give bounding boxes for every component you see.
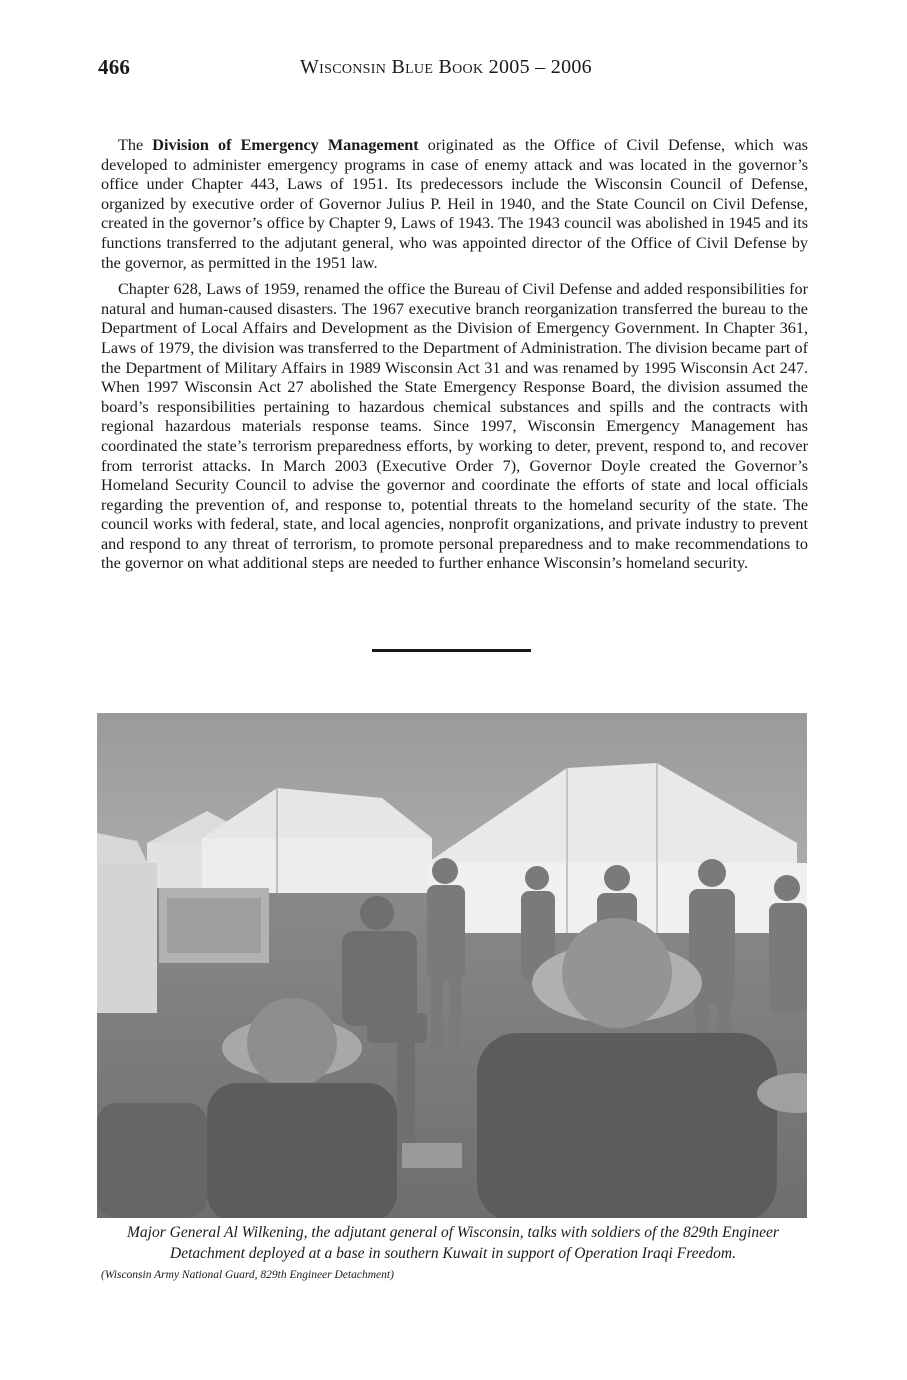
paragraph-1-lead: The xyxy=(118,136,153,154)
photo-soldiers-tents xyxy=(97,713,807,1218)
photo-caption: Major General Al Wilkening, the adjutant general of Wisconsin, talks with soldiers of the 829th Engineer Detachment deployed at a base in southern Kuwait in support of Operation Iraqi Freedom. xyxy=(127,1224,779,1262)
section-divider xyxy=(372,649,531,652)
paragraph-1-text: originated as the Office of Civil Defense, which was developed to administer emergency programs in case of enemy attack and was located in the governor’s office under Chapter 443, Laws of 1951. Its predecessors include the Wisconsin Council of Defense, organized by executive order of Governor Julius P. Heil in 1940, and the State Council on Civil Defense, created in the governor’s office by Chapter 9, Laws of 1943. The 1943 council was abolished in 1945 and its functions transferred to the adjutant general, who was appointed director of the Office of Civil Defense by the governor, as permitted in the 1951 law. xyxy=(101,136,808,272)
paragraph-1 xyxy=(101,136,808,273)
paragraph-2: Chapter 628, Laws of 1959, renamed the office the Bureau of Civil Defense and added responsibilities for natural and human-caused disasters. The 1967 executive branch reorganization transferred the bureau to the Department of Local Affairs and Development as the Division of Emergency Government. In Chapter 361, Laws of 1979, the division was transferred to the Department of Administration. The division became part of the Department of Military Affairs in 1989 Wisconsin Act 31 and was renamed by 1995 Wisconsin Act 247. When 1997 Wisconsin Act 27 abolished the State Emergency Response Board, the division assumed the board’s responsibilities pertaining to hazardous chemical substances and spills and the contracts with regional hazardous materials response teams. Since 1997, Wisconsin Emergency Management has coordinated the state’s terrorism preparedness efforts, by working to deter, prevent, respond to, and recover from terrorist attacks. In March 2003 (Executive Order 7), Governor Doyle created the Governor’s Homeland Security Council to advise the governor and coordinate the efforts of state and local officials regarding the prevention of, and response to, potential threats to the homeland security of the state. The council works with federal, state, and local agencies, nonprofit organizations, and private industry to prevent and respond to any threat of terrorism, to promote personal preparedness and to make recommendations to the governor on what additional steps are needed to further enhance Wisconsin’s homeland security. xyxy=(101,280,808,573)
division-name: Division of Emergency Management xyxy=(152,136,419,154)
photo-credit: (Wisconsin Army National Guard, 829th Engineer Detachment) xyxy=(101,1269,394,1281)
running-head: Wisconsin Blue Book 2005 – 2006 xyxy=(300,56,592,78)
body-text xyxy=(101,136,808,581)
page-number: 466 xyxy=(98,55,131,79)
